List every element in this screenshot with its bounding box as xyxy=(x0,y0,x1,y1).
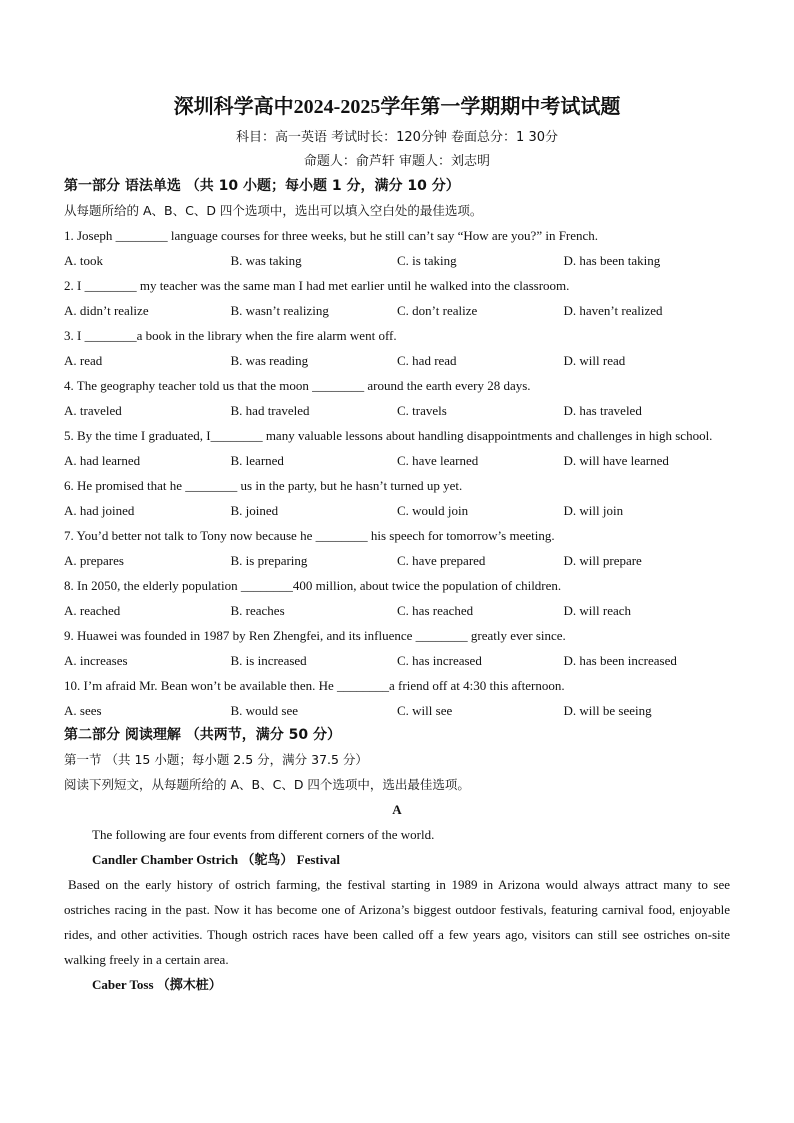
option-c: C. have prepared xyxy=(397,553,486,568)
option-d: D. has been taking xyxy=(563,253,661,268)
exam-meta-subject: 科目：高一英语 考试时长：120分钟 卷面总分：1 30分 xyxy=(235,130,559,145)
question-options xyxy=(64,448,730,473)
question-options xyxy=(64,598,730,623)
event1-body: Based on the early history of ostrich farming, the festival starting in 1989 in Arizona would always attract many to see ostriches racing in the past. Now it has become one of Arizona’s biggest outdoor festivals, featuring carnival food, enjoyable rides, and other activities. Though ostrich races have been called off a few years ago, visitors can still see ostriches on-site walking freely in a certain area. xyxy=(64,877,730,967)
option-a: A. reached xyxy=(64,603,121,618)
question-options xyxy=(64,398,730,423)
question-stem: 4. The geography teacher told us that the moon ________ around the earth every 28 days. xyxy=(64,378,531,393)
question-stem: 2. I ________ my teacher was the same man I had met earlier until he walked into the classroom. xyxy=(64,278,570,293)
passage-intro: The following are four events from different corners of the world. xyxy=(92,827,435,842)
option-c: C. will see xyxy=(397,703,453,718)
part1-instruction: 从每题所给的 A、B、C、D 四个选项中，选出可以填入空白处的最佳选项。 xyxy=(64,203,483,218)
option-c: C. had read xyxy=(397,353,457,368)
option-b: B. would see xyxy=(230,703,299,718)
question-stem: 9. Huawei was founded in 1987 by Ren Zhengfei, and its influence ________ greatly ever since. xyxy=(64,628,566,643)
option-a: A. took xyxy=(64,253,103,268)
option-c: C. has increased xyxy=(397,653,482,668)
option-c: C. have learned xyxy=(397,453,479,468)
option-d: D. will read xyxy=(563,353,626,368)
part2-heading: 第二部分 阅读理解 （共两节，满分 50 分） xyxy=(64,727,341,743)
option-b: B. was reading xyxy=(230,353,309,368)
option-c: C. don’t realize xyxy=(397,303,478,318)
question-options xyxy=(64,298,730,323)
option-b: B. had traveled xyxy=(230,403,310,418)
option-a: A. didn’t realize xyxy=(64,303,149,318)
question-options xyxy=(64,248,730,273)
part2-section: 第一节 （共 15 小题；每小题 2.5 分，满分 37.5 分） xyxy=(64,752,368,767)
option-d: D. will reach xyxy=(563,603,632,618)
option-c: C. would join xyxy=(397,503,469,518)
option-a: A. had learned xyxy=(64,453,141,468)
option-c: C. has reached xyxy=(397,603,474,618)
question-options xyxy=(64,498,730,523)
question-options xyxy=(64,548,730,573)
question-stem: 1. Joseph ________ language courses for three weeks, but he still can’t say “How are you?” in French. xyxy=(64,228,599,243)
option-a: A. prepares xyxy=(64,553,124,568)
option-d: D. has traveled xyxy=(563,403,642,418)
option-d: D. will join xyxy=(563,503,624,518)
option-b: B. joined xyxy=(230,503,279,518)
option-d: D. has been increased xyxy=(563,653,677,668)
question-stem: 3. I ________a book in the library when the fire alarm went off. xyxy=(64,328,397,343)
option-d: D. will be seeing xyxy=(563,703,652,718)
question-list xyxy=(64,223,730,723)
question-options xyxy=(64,698,730,723)
option-c: C. travels xyxy=(397,403,447,418)
option-a: A. sees xyxy=(64,703,102,718)
option-d: D. will prepare xyxy=(563,553,642,568)
question-stem: 7. You’d better not talk to Tony now because he ________ his speech for tomorrow’s meeting. xyxy=(64,528,555,543)
option-b: B. is increased xyxy=(230,653,307,668)
option-b: B. is preparing xyxy=(230,553,308,568)
event2-title: Caber Toss （掷木桩） xyxy=(92,977,222,992)
option-a: A. read xyxy=(64,353,103,368)
part1-heading: 第一部分 语法单选 （共 10 小题；每小题 1 分，满分 10 分） xyxy=(64,178,460,194)
exam-title: 深圳科学高中2024-2025学年第一学期期中考试试题 xyxy=(173,96,621,118)
option-a: A. had joined xyxy=(64,503,135,518)
question-stem: 5. By the time I graduated, I________ many valuable lessons about handling disappointments and challenges in high school. xyxy=(64,428,713,443)
passage-label: A xyxy=(392,802,402,817)
option-d: D. haven’t realized xyxy=(563,303,663,318)
option-a: A. traveled xyxy=(64,403,122,418)
option-d: D. will have learned xyxy=(563,453,669,468)
question-stem: 8. In 2050, the elderly population ________400 million, about twice the population of children. xyxy=(64,578,562,593)
event1-title: Candler Chamber Ostrich （鸵鸟） Festival xyxy=(92,852,340,867)
question-stem: 6. He promised that he ________ us in the party, but he hasn’t turned up yet. xyxy=(64,478,463,493)
option-b: B. wasn’t realizing xyxy=(230,303,329,318)
question-options xyxy=(64,348,730,373)
question-options xyxy=(64,648,730,673)
question-stem: 10. I’m afraid Mr. Bean won’t be available then. He ________a friend off at 4:30 this afternoon. xyxy=(64,678,565,693)
option-c: C. is taking xyxy=(397,253,457,268)
part2-instruction: 阅读下列短文，从每题所给的 A、B、C、D 四个选项中，选出最佳选项。 xyxy=(64,777,470,792)
option-b: B. reaches xyxy=(230,603,285,618)
option-a: A. increases xyxy=(64,653,128,668)
option-b: B. was taking xyxy=(230,253,302,268)
exam-meta-authors: 命题人：俞芦轩 审题人：刘志明 xyxy=(303,154,491,169)
option-b: B. learned xyxy=(230,453,284,468)
